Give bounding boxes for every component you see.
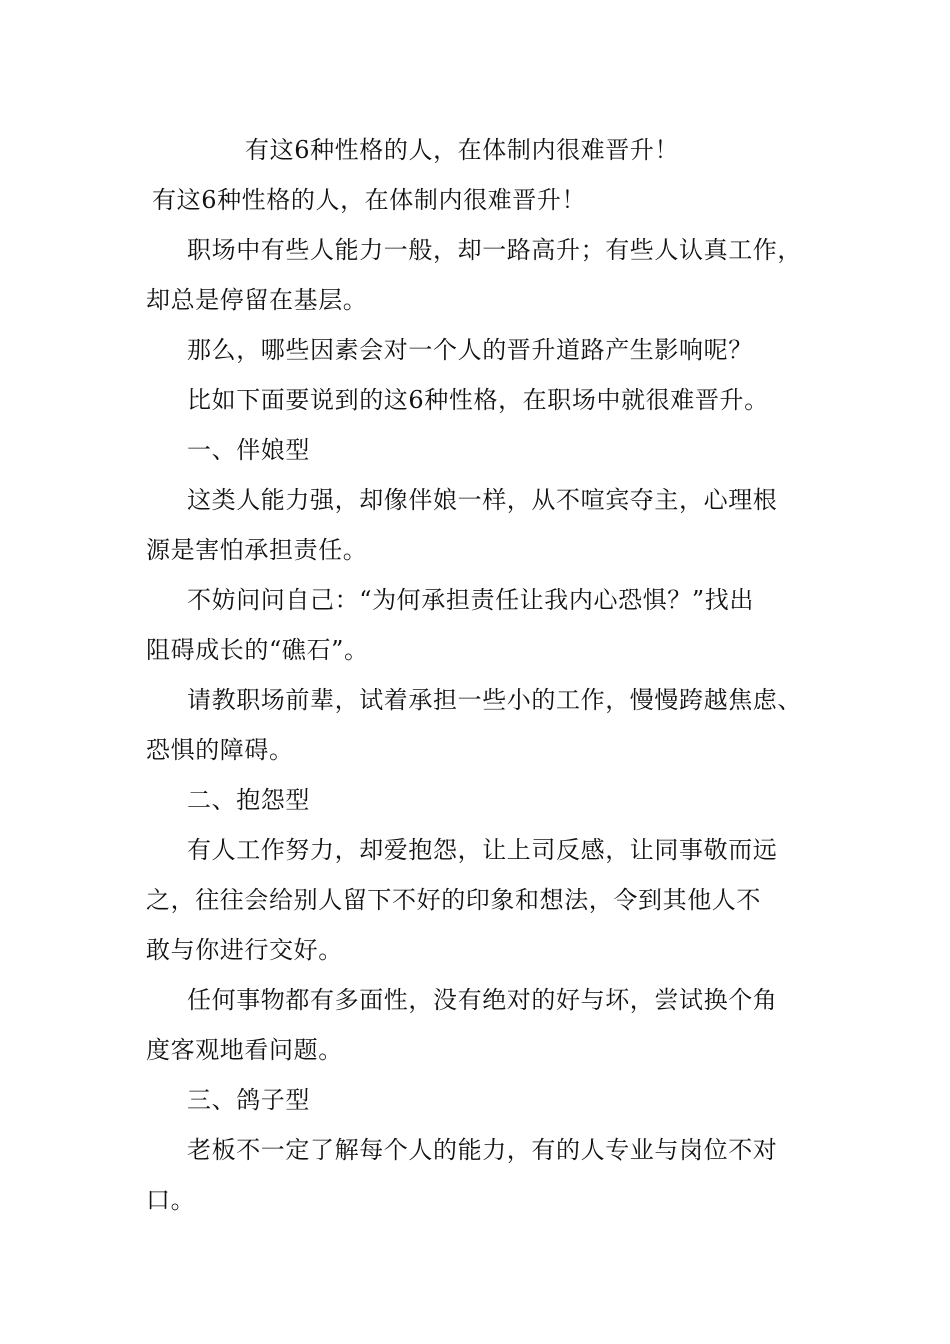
paragraph-line: 这类人能力强，却像伴娘一样，从不喧宾夺主，心理根 — [187, 486, 778, 514]
paragraph-line: 敢与你进行交好。 — [146, 936, 343, 964]
paragraph-line: 请教职场前辈，试着承担一些小的工作，慢慢跨越焦虑、 — [187, 686, 802, 714]
section-heading: 一、伴娘型 — [187, 436, 310, 464]
paragraph-line: 任何事物都有多面性，没有绝对的好与坏，尝试换个角 — [187, 986, 778, 1014]
section-heading: 三、鸽子型 — [187, 1086, 310, 1114]
section-heading: 二、抱怨型 — [187, 786, 310, 814]
document-subtitle: 有这6种性格的人，在体制内很难晋升！ — [152, 186, 587, 214]
paragraph-line: 口。 — [146, 1186, 196, 1214]
paragraph-line: 那么，哪些因素会对一个人的晋升道路产生影响呢？ — [187, 336, 753, 364]
paragraph-line: 职场中有些人能力一般，却一路高升；有些人认真工作， — [187, 236, 802, 264]
paragraph-line: 比如下面要说到的这6种性格，在职场中就很难晋升。 — [187, 386, 769, 414]
paragraph-line: 却总是停留在基层。 — [146, 286, 368, 314]
paragraph-line: 不妨问问自己：“为何承担责任让我内心恐惧？”找出 — [187, 586, 754, 614]
paragraph-line: 恐惧的障碍。 — [146, 736, 294, 764]
paragraph-line: 老板不一定了解每个人的能力，有的人专业与岗位不对 — [187, 1136, 778, 1164]
paragraph-line: 阻碍成长的“礁石”。 — [146, 636, 369, 664]
paragraph-line: 之，往往会给别人留下不好的印象和想法，令到其他人不 — [146, 886, 761, 914]
document-title: 有这6种性格的人，在体制内很难晋升！ — [245, 136, 680, 164]
paragraph-line: 度客观地看问题。 — [146, 1036, 343, 1064]
paragraph-line: 源是害怕承担责任。 — [146, 536, 368, 564]
paragraph-line: 有人工作努力，却爱抱怨，让上司反感，让同事敬而远 — [187, 836, 778, 864]
